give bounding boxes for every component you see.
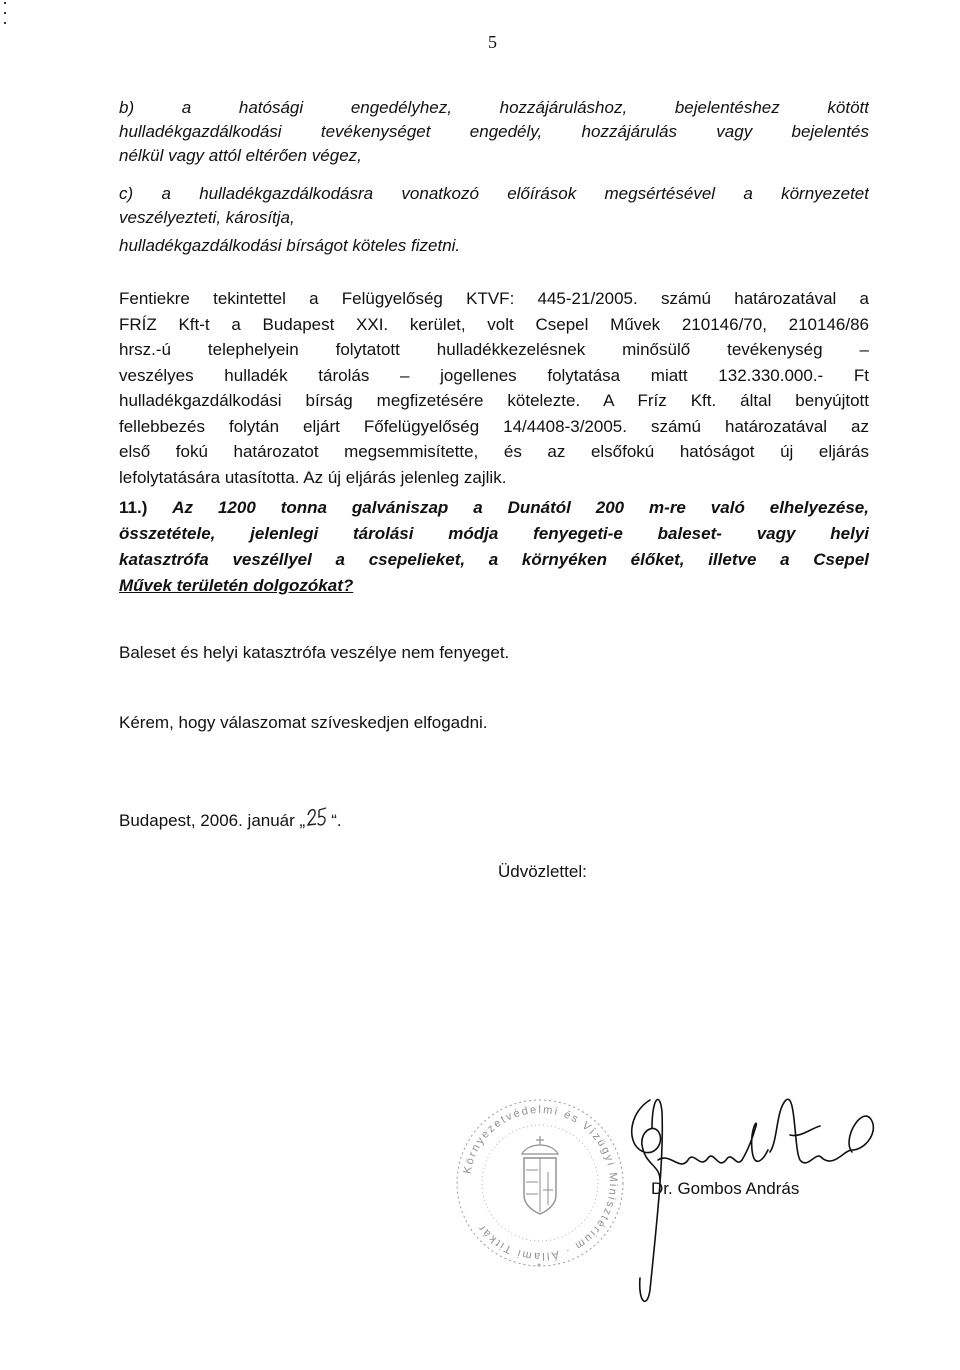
paragraph-fentiek-line: hrsz.-ú telephelyein folytatott hulladékkezelésnek minősülő tevékenység – bbox=[119, 340, 869, 359]
paragraph-b bbox=[119, 96, 869, 168]
paragraph-fentiek bbox=[119, 286, 869, 490]
handwritten-day bbox=[305, 805, 331, 829]
question-number: 11.) bbox=[119, 498, 148, 517]
answer-11: Baleset és helyi katasztrófa veszélye nem fenyeget. bbox=[119, 643, 510, 662]
question-11 bbox=[119, 495, 869, 599]
signer-name: Dr. Gombos András bbox=[651, 1179, 800, 1198]
svg-text:Környezetvédelmi és Vízügyi Mi: Környezetvédelmi és Vízügyi Minisztérium · Állami Titkár bbox=[461, 1103, 620, 1263]
question-11-line: összetétele, jelenlegi tárolási módja fenyegeti-e baleset- vagy helyi bbox=[119, 524, 869, 543]
paragraph-c-line: c) a hulladékgazdálkodásra vonatkozó előírások megsértésével a környezetet bbox=[119, 184, 869, 203]
question-11-line: katasztrófa veszéllyel a csepelieket, a környéken élőket, illetve a Csepel bbox=[119, 550, 869, 569]
official-stamp bbox=[457, 1100, 623, 1273]
closing-request: Kérem, hogy válaszomat szíveskedjen elfogadni. bbox=[119, 713, 488, 732]
question-11-line-1 bbox=[119, 495, 869, 521]
paragraph-c-line: hulladékgazdálkodási bírságot köteles fizetni. bbox=[119, 236, 461, 255]
svg-text:*: * bbox=[537, 1262, 541, 1273]
coat-of-arms-icon bbox=[522, 1136, 558, 1214]
paragraph-fentiek-line: veszélyes hulladék tárolás – jogellenes folytatása miatt 132.330.000.- Ft bbox=[119, 365, 869, 385]
paragraph-fentiek-line: lefolytatására utasította. Az új eljárás jelenleg zajlik. bbox=[119, 467, 507, 487]
paragraph-b-line: b) a hatósági engedélyhez, hozzájáruláshoz, bejelentéshez kötött bbox=[119, 98, 869, 117]
paragraph-fentiek-line: hulladékgazdálkodási bírság megfizetésére kötelezte. A Fríz Kft. által benyújtott bbox=[119, 391, 869, 410]
paragraph-fentiek-line: Fentiekre tekintettel a Felügyelőség KTVF: 445-21/2005. számú határozatával a bbox=[119, 289, 869, 308]
date-prefix: Budapest, 2006. január „ bbox=[119, 811, 306, 830]
paragraph-c bbox=[119, 182, 869, 258]
paragraph-fentiek-line: fellebbezés folytán eljárt Főfelügyelőség 14/4408-3/2005. számú határozatával az bbox=[119, 416, 869, 436]
handwritten-signature bbox=[632, 1099, 874, 1301]
greeting: Üdvözlettel: bbox=[498, 862, 587, 881]
date-suffix: “. bbox=[331, 811, 342, 830]
paragraph-b-line: hulladékgazdálkodási tevékenységet engedély, hozzájárulás vagy bejelentés bbox=[119, 122, 869, 141]
scan-edge-marks bbox=[4, 0, 7, 26]
paragraph-fentiek-line: első fokú határozatot megsemmisítette, és az elsőfokú hatóságot új eljárás bbox=[119, 442, 869, 461]
paragraph-fentiek-line: FRÍZ Kft-t a Budapest XXI. kerület, volt Csepel Művek 210146/70, 210146/86 bbox=[119, 314, 869, 334]
paragraph-c-line: veszélyezteti, károsítja, bbox=[119, 208, 295, 227]
page-number: 5 bbox=[488, 32, 497, 52]
question-11-text: Az 1200 tonna galvániszap a Dunától 200 m-re való elhelyezése, bbox=[172, 498, 869, 517]
question-11-line: Művek területén dolgozókat? bbox=[119, 576, 354, 595]
date-line bbox=[119, 805, 342, 831]
paragraph-b-line: nélkül vagy attól eltérően végez, bbox=[119, 146, 362, 165]
